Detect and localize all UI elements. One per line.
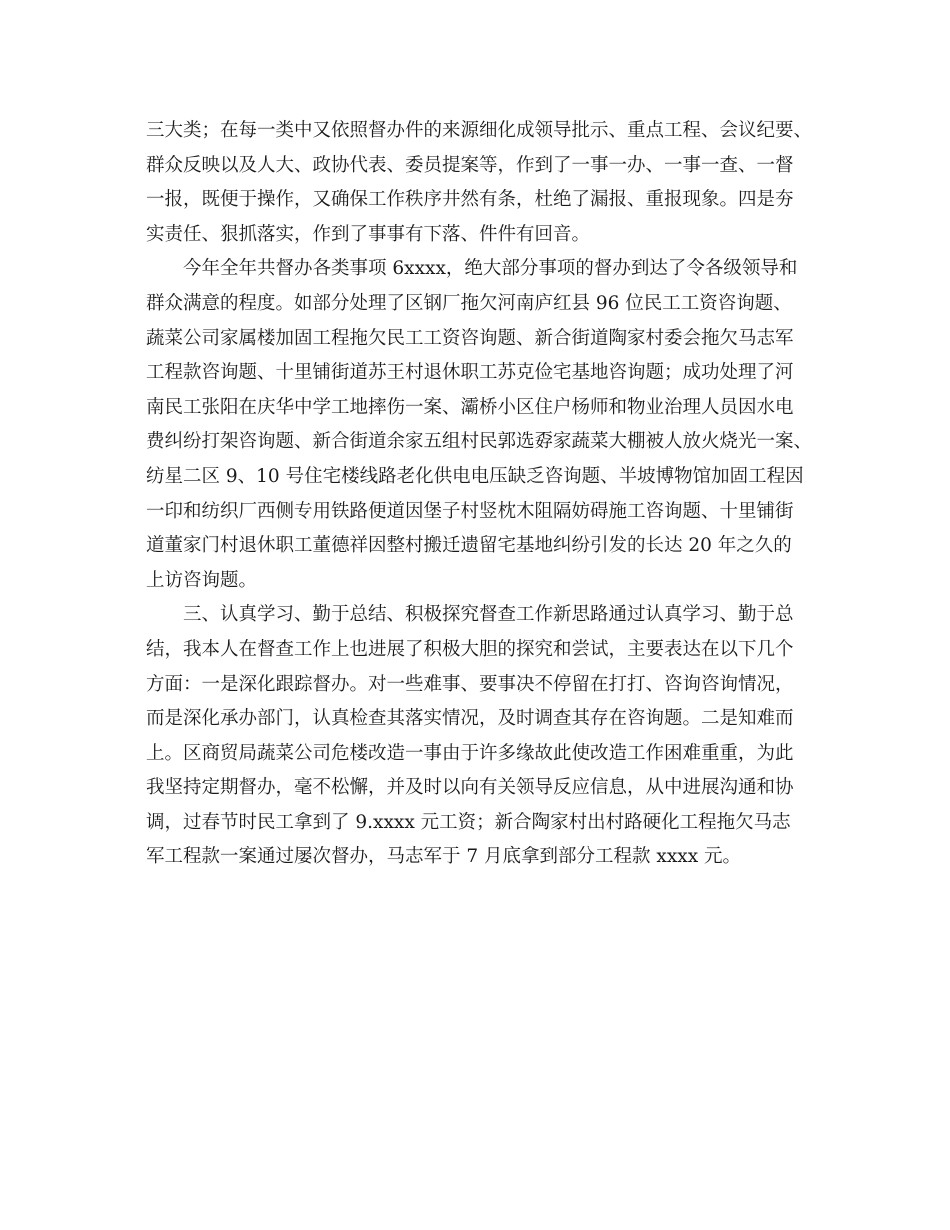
paragraph-first-line: 三、认真学习、勤于总结、积极探究督查工作新思路通过认真学习、勤于总 xyxy=(146,604,794,626)
text-line: 实责任、狠抓落实，作到了事事有下落、件件有回音。 xyxy=(146,223,591,245)
text-line: 工程款咨询题、十里铺街道苏王村退休职工苏克俭宅基地咨询题；成功处理了河 xyxy=(146,362,794,384)
text-line: 群众反映以及人大、政协代表、委员提案等，作到了一事一办、一事一查、一督 xyxy=(146,154,794,176)
text-line: 费纠纷打架咨询题、新合街道余家五组村民郭选孬家蔬菜大棚被人放火烧光一案、 xyxy=(146,431,813,453)
text-line: 南民工张阳在庆华中学工地摔伤一案、灞桥小区住户杨师和物业治理人员因水电 xyxy=(146,396,794,418)
text-line: 一印和纺织厂西侧专用铁路便道因堡子村竖枕木阻隔妨碍施工咨询题、十里铺街 xyxy=(146,500,794,522)
text-line: 我坚持定期督办，毫不松懈，并及时以向有关领导反应信息，从中进展沟通和协 xyxy=(146,777,794,799)
text-line: 上。区商贸局蔬菜公司危楼改造一事由于许多缘故此使改造工作困难重重，为此 xyxy=(146,742,794,764)
text-line: 而是深化承办部门，认真检查其落实情况，及时调查其存在咨询题。二是知难而 xyxy=(146,708,794,730)
text-line: 上访咨询题。 xyxy=(146,569,258,591)
text-line: 蔬菜公司家属楼加固工程拖欠民工工资咨询题、新合街道陶家村委会拖欠马志军 xyxy=(146,327,794,349)
text-line: 三大类；在每一类中又依照督办件的来源细化成领导批示、重点工程、会议纪要、 xyxy=(146,120,813,141)
document-body xyxy=(146,114,816,875)
paragraph-first-line: 今年全年共督办各类事项 6xxxx，绝大部分事项的督办到达了令各级领导和 xyxy=(146,258,798,280)
text-line: 一报，既便于操作，又确保工作秩序井然有条，杜绝了漏报、重报现象。四是夯 xyxy=(146,189,794,211)
text-line: 方面：一是深化跟踪督办。对一些难事、要事决不停留在打打、咨询咨询情况， xyxy=(146,673,794,695)
text-line: 结，我本人在督查工作上也进展了积极大胆的探究和尝试，主要表达在以下几个 xyxy=(146,638,794,660)
text-line: 纺星二区 9、10 号住宅楼线路老化供电电压缺乏咨询题、半坡博物馆加固工程因 xyxy=(146,465,804,487)
text-line: 道董家门村退休职工董德祥因整村搬迁遗留宅基地纠纷引发的长达 20 年之久的 xyxy=(146,535,792,557)
text-line: 调，过春节时民工拿到了 9.xxxx 元工资；新合陶家村出村路硬化工程拖欠马志 xyxy=(146,811,791,833)
text-line: 军工程款一案通过屡次督办，马志军于 7 月底拿到部分工程款 xxxx 元。 xyxy=(146,846,742,868)
text-line: 群众满意的程度。如部分处理了区钢厂拖欠河南庐红县 96 位民工工资咨询题、 xyxy=(146,292,792,314)
